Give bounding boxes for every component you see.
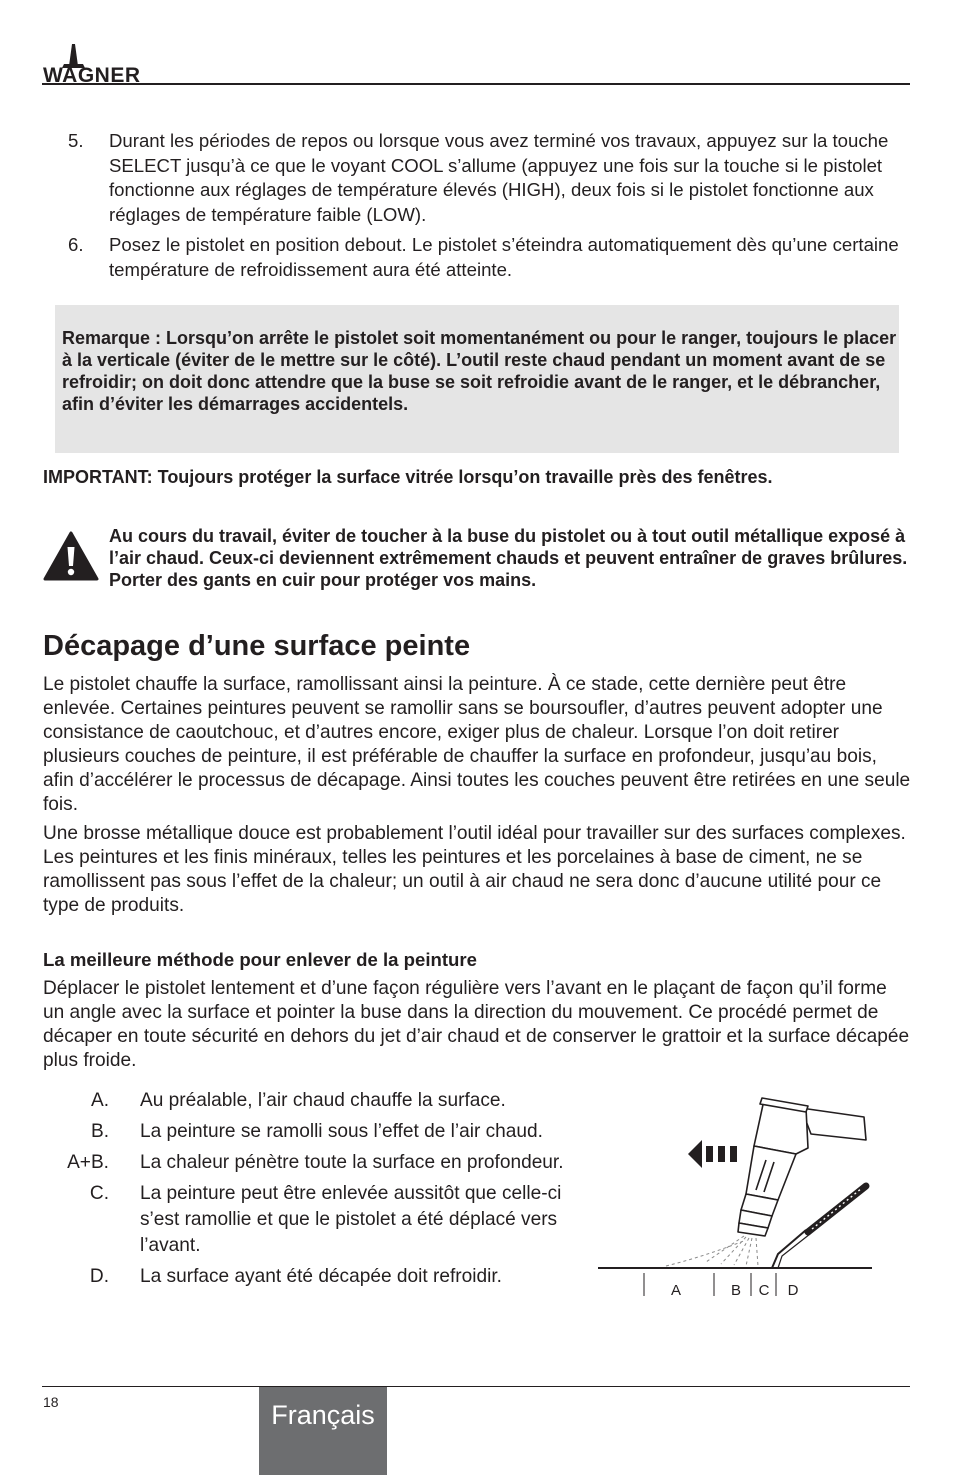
numbered-steps	[43, 129, 911, 288]
list-item	[43, 1264, 573, 1290]
list-text: Au préalable, l’air chaud chauffe la surface.	[140, 1090, 506, 1111]
section-paragraph: Une brosse métallique douce est probablement l’outil idéal pour travailler sur des surfaces complexes. Les peintures et les finis minéraux, telles les peintures et les porcelaines à base de ciment, ne se ramollissent pas sous l’effet de la chaleur; un outil à air chaud ne sera donc d’aucune utilité pour ce type de produits.	[43, 823, 906, 916]
list-label: C.	[89, 1183, 109, 1204]
wagner-logo	[42, 40, 182, 84]
list-label: A.	[90, 1090, 109, 1111]
warning-triangle-icon	[43, 531, 99, 581]
zone-label-d: D	[787, 1282, 799, 1299]
direction-arrow-icon	[688, 1140, 737, 1168]
step-item	[43, 233, 911, 282]
list-text: La surface ayant été décapée doit refroidir.	[140, 1266, 502, 1287]
list-label: A+B.	[67, 1152, 109, 1173]
page-number: 18	[43, 1394, 59, 1410]
subsection-paragraph: Déplacer le pistolet lentement et d’une façon régulière vers l’avant en le plaçant de façon qu’il forme un angle avec la surface et pointer la buse dans la direction du mouvement. Ce procédé permet de décaper en toute sécurité en dehors du jet d’air chaud et de conserver le grattoir et la surface décapée plus froide.	[43, 978, 910, 1071]
zone-label-a: A	[670, 1282, 682, 1299]
brand-wordmark: WAGNER	[43, 64, 141, 84]
subsection-title: La meilleure méthode pour enlever de la peinture	[43, 949, 477, 970]
list-item	[43, 1181, 573, 1259]
step-number: 6.	[68, 234, 84, 255]
step-item	[43, 129, 911, 227]
list-item	[43, 1150, 573, 1176]
lettered-list	[43, 1088, 573, 1295]
list-item	[43, 1119, 573, 1145]
step-number: 5.	[68, 130, 84, 151]
list-label: D.	[89, 1266, 109, 1287]
list-text: La peinture se ramolli sous l’effet de l’air chaud.	[140, 1121, 543, 1142]
zone-label-b: B	[730, 1282, 742, 1299]
heat-gun-icon	[738, 1098, 866, 1236]
list-text: La chaleur pénètre toute la surface en profondeur.	[140, 1152, 564, 1173]
section-paragraph: Le pistolet chauffe la surface, ramollissant ainsi la peinture. À ce stade, cette dernière peut être enlevée. Certaines peintures peuvent se ramollir sans se boursoufler, d’autres peuvent adopter une consistance de caoutchouc, et d’autres encore, exiger plus de chaleur. Lorsque l’on doit retirer plusieurs couches de peinture, il est préférable de chauffer la surface en profondeur, jusqu’au bois, afin d’accélérer le processus de décapage. Ainsi toutes les couches peuvent être retirées en une seule fois.	[43, 674, 911, 815]
warning-text: Au cours du travail, éviter de toucher à la buse du pistolet ou à tout outil métallique exposé à l’air chaud. Ceux-ci deviennent extrêmement chauds et peuvent entraîner de graves brûlures. Porter des gants en cuir pour protéger vos mains.	[109, 526, 908, 590]
list-item	[43, 1088, 573, 1114]
language-tab: Français	[259, 1387, 387, 1475]
remark-text: Remarque : Lorsqu’on arrête le pistolet soit momentanément ou pour le ranger, toujours le placer à la verticale (éviter de le mettre sur le côté). L’outil reste chaud pendant un moment avant de se refroidir; on doit donc attendre que la buse se soit refroidie avant de le ranger, et le débrancher, afin d’éviter les démarrages accidentels.	[62, 328, 897, 414]
step-text: Posez le pistolet en position debout. Le pistolet s’éteindra automatiquement dès qu’une certaine température de refroidissement aura été atteinte.	[109, 234, 899, 280]
footer-rule	[42, 1386, 910, 1387]
section-title: Décapage d’une surface peinte	[43, 630, 471, 662]
important-notice: IMPORTANT: Toujours protéger la surface vitrée lorsqu’on travaille près des fenêtres.	[43, 467, 773, 487]
list-text: La peinture peut être enlevée aussitôt que celle-ci s’est ramollie et que le pistolet a été déplacé vers l’avant.	[140, 1183, 562, 1256]
step-text: Durant les périodes de repos ou lorsque vous avez terminé vos travaux, appuyez sur la touche SELECT jusqu’à ce que le voyant COOL s’allume (appuyez une fois sur la touche si le pistolet fonctionne aux réglages de température élevés (HIGH), deux fois si le pistolet fonctionne aux réglages de température faible (LOW).	[109, 130, 889, 225]
scraper-icon	[772, 1186, 866, 1268]
list-label: B.	[90, 1121, 109, 1142]
zone-label-c: C	[758, 1282, 770, 1299]
remark-box	[55, 305, 899, 453]
header-rule	[42, 83, 910, 85]
heat-gun-illustration	[596, 1090, 876, 1305]
